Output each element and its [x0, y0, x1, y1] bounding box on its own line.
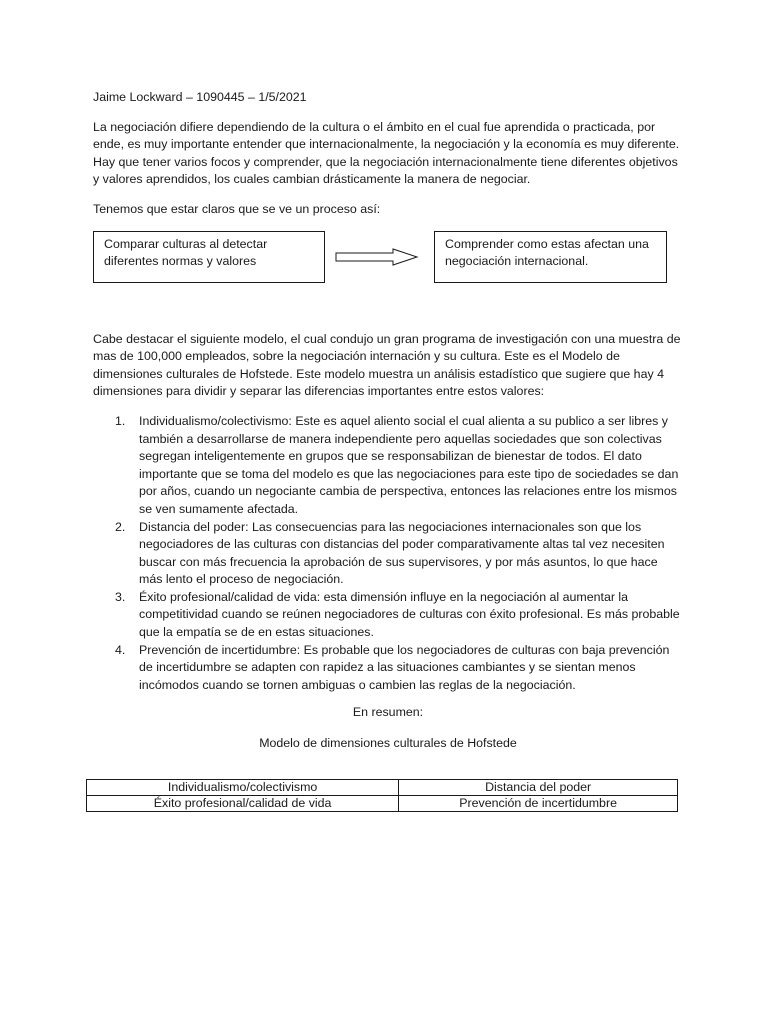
dimension-item [115, 519, 683, 589]
document-body [93, 89, 683, 766]
dimension-item [115, 413, 683, 519]
author-header: Jaime Lockward – 1090445 – 1/5/2021 [93, 90, 307, 104]
dimension-number: 2. [115, 519, 126, 534]
dimension-number: 1. [115, 413, 126, 428]
table-cell: Distancia del poder [399, 780, 678, 796]
table-row [87, 780, 678, 796]
dimensions-list [93, 413, 683, 695]
table-cell: Éxito profesional/calidad de vida [87, 796, 399, 812]
table-row [87, 796, 678, 812]
right-arrow-icon [335, 248, 419, 266]
dimension-text: Distancia del poder: Las consecuencias para las negociaciones internacionales son que los negociadores de las culturas con distancias del poder comparativamente altas tal vez necesiten buscar con más frecuencia la aprobación de sus supervisores, y por más asuntos, lo que hace más lento el proceso de negociación. [139, 519, 665, 587]
dimension-item [115, 642, 683, 695]
process-flow [93, 231, 683, 291]
dimension-text: Prevención de incertidumbre: Es probable que los negociadores de culturas con baja prevención de incertidumbre se adapten con rapidez a las situaciones cambiantes y se sientan menos incómodos cuando se tornen ambiguas o cambien las reglas de la negociación. [139, 642, 670, 692]
dimension-number: 3. [115, 589, 126, 604]
intro-paragraph: La negociación difiere dependiendo de la cultura o el ámbito en el cual fue aprendida o practicada, por ende, es muy importante entender que internacionalmente, la negociación y la economía es muy diferente. Hay que tener varios focos y comprender, que la negociación internacionalmente tiene diferentes objetivos y valores aprendidos, los cuales cambian drásticamente la manera de negociar. [93, 119, 680, 187]
dimension-text: Éxito profesional/calidad de vida: esta dimensión influye en la negociación al aumentar la competitividad cuando se reúnen negociadores de culturas con éxito profesional. Es más probable que la empatía se de en estas situaciones. [139, 589, 680, 640]
model-paragraph: Cabe destacar el siguiente modelo, el cual condujo un gran programa de investigación con una muestra de mas de 100,000 empleados, sobre la negociación internación y su cultura. Este es el Modelo de dimensiones culturales de Hofstede. Este modelo muestra un análisis estadístico que sugiere que hay 4 dimensiones para dividir y separar las diferencias importantes entre estos valores: [93, 331, 681, 399]
flow-box-compare: Comparar culturas al detectar diferentes normas y valores [93, 231, 325, 283]
flow-box-understand: Comprender como estas afectan una negociación internacional. [434, 231, 667, 283]
table-cell: Individualismo/colectivismo [87, 780, 399, 796]
process-intro: Tenemos que estar claros que se ve un proceso así: [93, 201, 381, 216]
dimension-number: 4. [115, 642, 126, 657]
dimension-text: Individualismo/colectivismo: Este es aquel aliento social el cual alienta a su publico a ser libres y también a desarrollarse de manera independiente pero aquellas sociedades que son colectivas segregan inteligentemente en grupos que se responsabilizan de bienestar de todos. El dato importante que se toma del modelo es que las negociaciones para este tipo de sociedades se dan por años, cuando un negociante cambia de perspectiva, entonces las relaciones entre los mismos se ven sumamente afectada. [139, 413, 679, 516]
summary-heading: En resumen: [352, 705, 424, 720]
hofstede-summary-table [86, 779, 678, 812]
table-title: Modelo de dimensiones culturales de Hofstede [259, 736, 517, 751]
table-cell: Prevención de incertidumbre [399, 796, 678, 812]
dimension-item [115, 589, 683, 642]
